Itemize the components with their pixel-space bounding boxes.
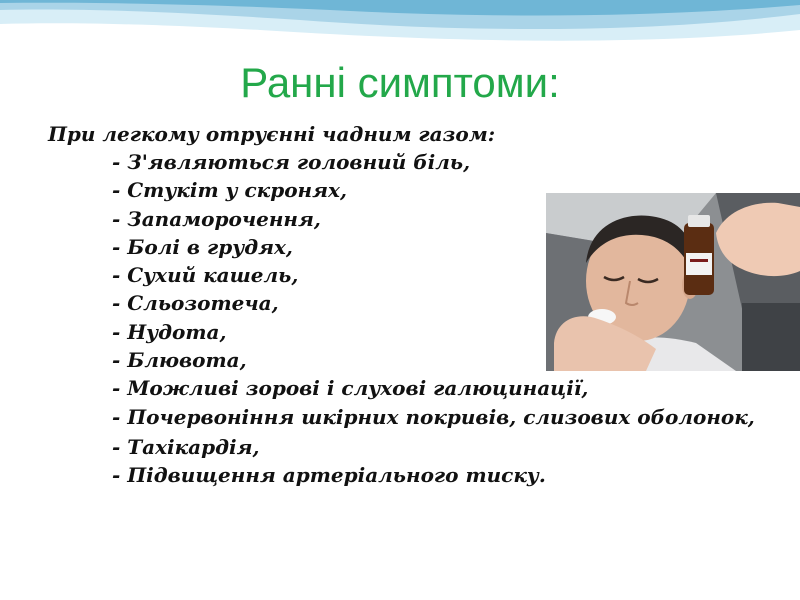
- list-item: - Блювота,: [112, 348, 247, 373]
- list-item: - З'являються головний біль,: [112, 150, 471, 174]
- list-item: - Болі в грудях,: [112, 234, 293, 259]
- list-item: - Сльозотеча,: [112, 291, 279, 316]
- list-item: - Запаморочення,: [112, 206, 321, 231]
- list-item: - Підвищення артеріального тиску.: [112, 462, 546, 487]
- list-item: - Тахікардія,: [112, 434, 260, 459]
- list-item: - Сухий кашель,: [112, 263, 299, 288]
- man-in-car-sniffing-ammonia-photo: [546, 193, 800, 371]
- list-item: - Почервоніння шкірних покривів, слизових оболонок,: [112, 404, 755, 429]
- symptoms-intro: При легкому отруєнні чадним газом:: [48, 122, 496, 146]
- list-item: - Стукіт у скронях,: [112, 178, 347, 203]
- slide-title: Ранні симптоми:: [240, 59, 560, 106]
- list-item: - Можливі зорові і слухові галюцинації,: [112, 376, 589, 401]
- list-item: - Нудота,: [112, 319, 227, 344]
